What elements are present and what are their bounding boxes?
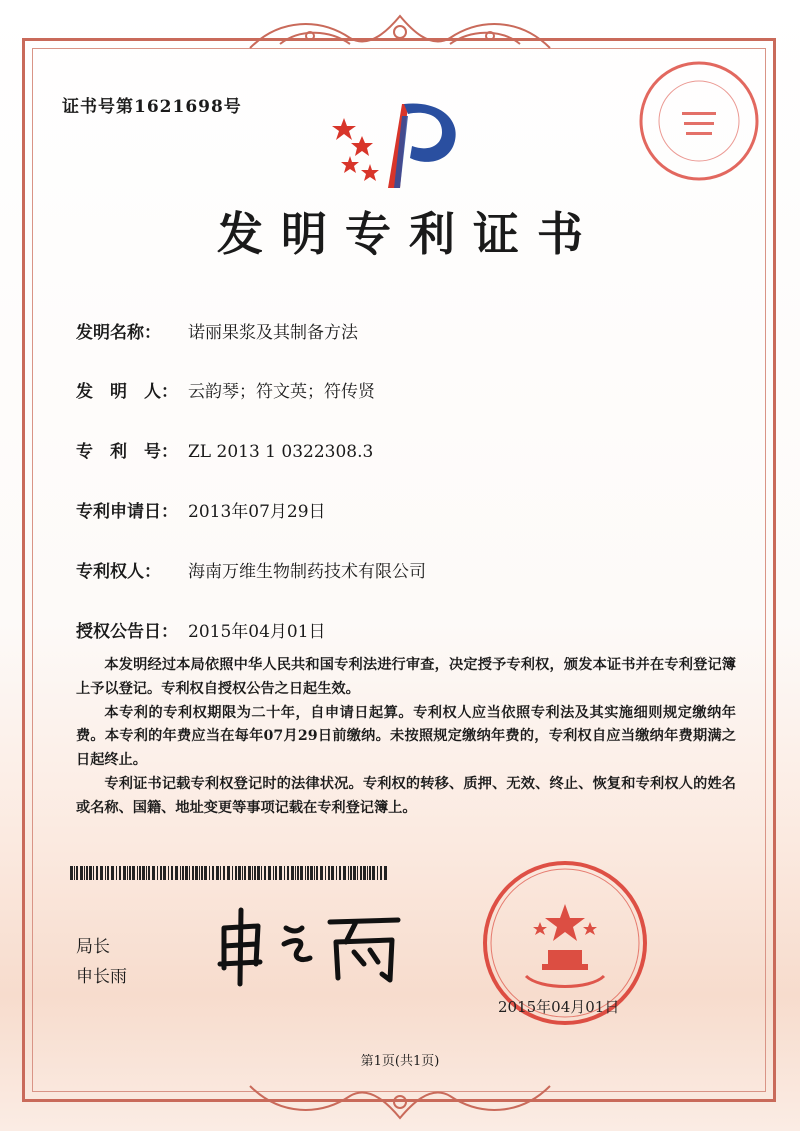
invention-name: 诺丽果浆及其制备方法 bbox=[188, 323, 358, 343]
patent-number-row bbox=[76, 437, 373, 462]
body-paragraph-3: 专利证书记载专利权登记时的法律状况。专利权的转移、质押、无效、终止、恢复和专利权人的姓名或名称、国籍、地址变更等事项记载在专利登记簿上。 bbox=[76, 775, 736, 816]
agent-seal-icon bbox=[634, 56, 764, 186]
director-signature bbox=[206, 898, 406, 988]
filing-date-label: 专利申请日： bbox=[76, 502, 178, 522]
seal-date: 2015年04月01日 bbox=[498, 998, 620, 1016]
patent-number-label: 专 利 号： bbox=[76, 442, 178, 462]
certificate-number: 证书号第1621698号 bbox=[62, 97, 242, 117]
director-block bbox=[76, 932, 127, 992]
page-number: 第1页(共1页) bbox=[360, 1054, 440, 1069]
invention-name-row bbox=[76, 318, 358, 343]
grant-date: 2015年04月01日 bbox=[188, 622, 326, 642]
filing-date: 2013年07月29日 bbox=[188, 502, 326, 522]
patent-office-logo-icon bbox=[330, 96, 470, 196]
patent-number: ZL 2013 1 0322308.3 bbox=[188, 442, 374, 462]
certificate-body bbox=[76, 654, 736, 821]
inventor-row bbox=[76, 377, 375, 402]
certificate-title: 发明专利证书 bbox=[217, 207, 601, 261]
top-ornament bbox=[240, 8, 560, 54]
patentee-row bbox=[76, 557, 426, 582]
director-title: 局长 bbox=[76, 937, 110, 957]
filing-date-row bbox=[76, 497, 326, 522]
patentee-label: 专利权人： bbox=[76, 562, 161, 582]
body-paragraph-1: 本发明经过本局依照中华人民共和国专利法进行审查，决定授予专利权，颁发本证书并在专利登记簿上予以登记。专利权自授权公告之日起生效。 bbox=[76, 657, 736, 697]
bottom-ornament bbox=[240, 1080, 560, 1126]
grant-date-row bbox=[76, 617, 326, 642]
patentee: 海南万维生物制药技术有限公司 bbox=[188, 562, 426, 582]
body-paragraph-2: 本专利的专利权期限为二十年，自申请日起算。专利权人应当依照专利法及其实施细则规定缴纳年费。本专利的年费应当在每年07月29日前缴纳。未按照规定缴纳年费的，专利权自应当缴纳年费期满之日起终止。 bbox=[76, 704, 736, 769]
invention-name-label: 发明名称： bbox=[76, 323, 161, 343]
grant-date-label: 授权公告日： bbox=[76, 622, 178, 642]
inventors: 云韵琴；符文英；符传贤 bbox=[188, 382, 375, 402]
barcode bbox=[70, 866, 390, 880]
inventor-label: 发 明 人： bbox=[76, 382, 178, 402]
director-name: 申长雨 bbox=[76, 967, 127, 987]
